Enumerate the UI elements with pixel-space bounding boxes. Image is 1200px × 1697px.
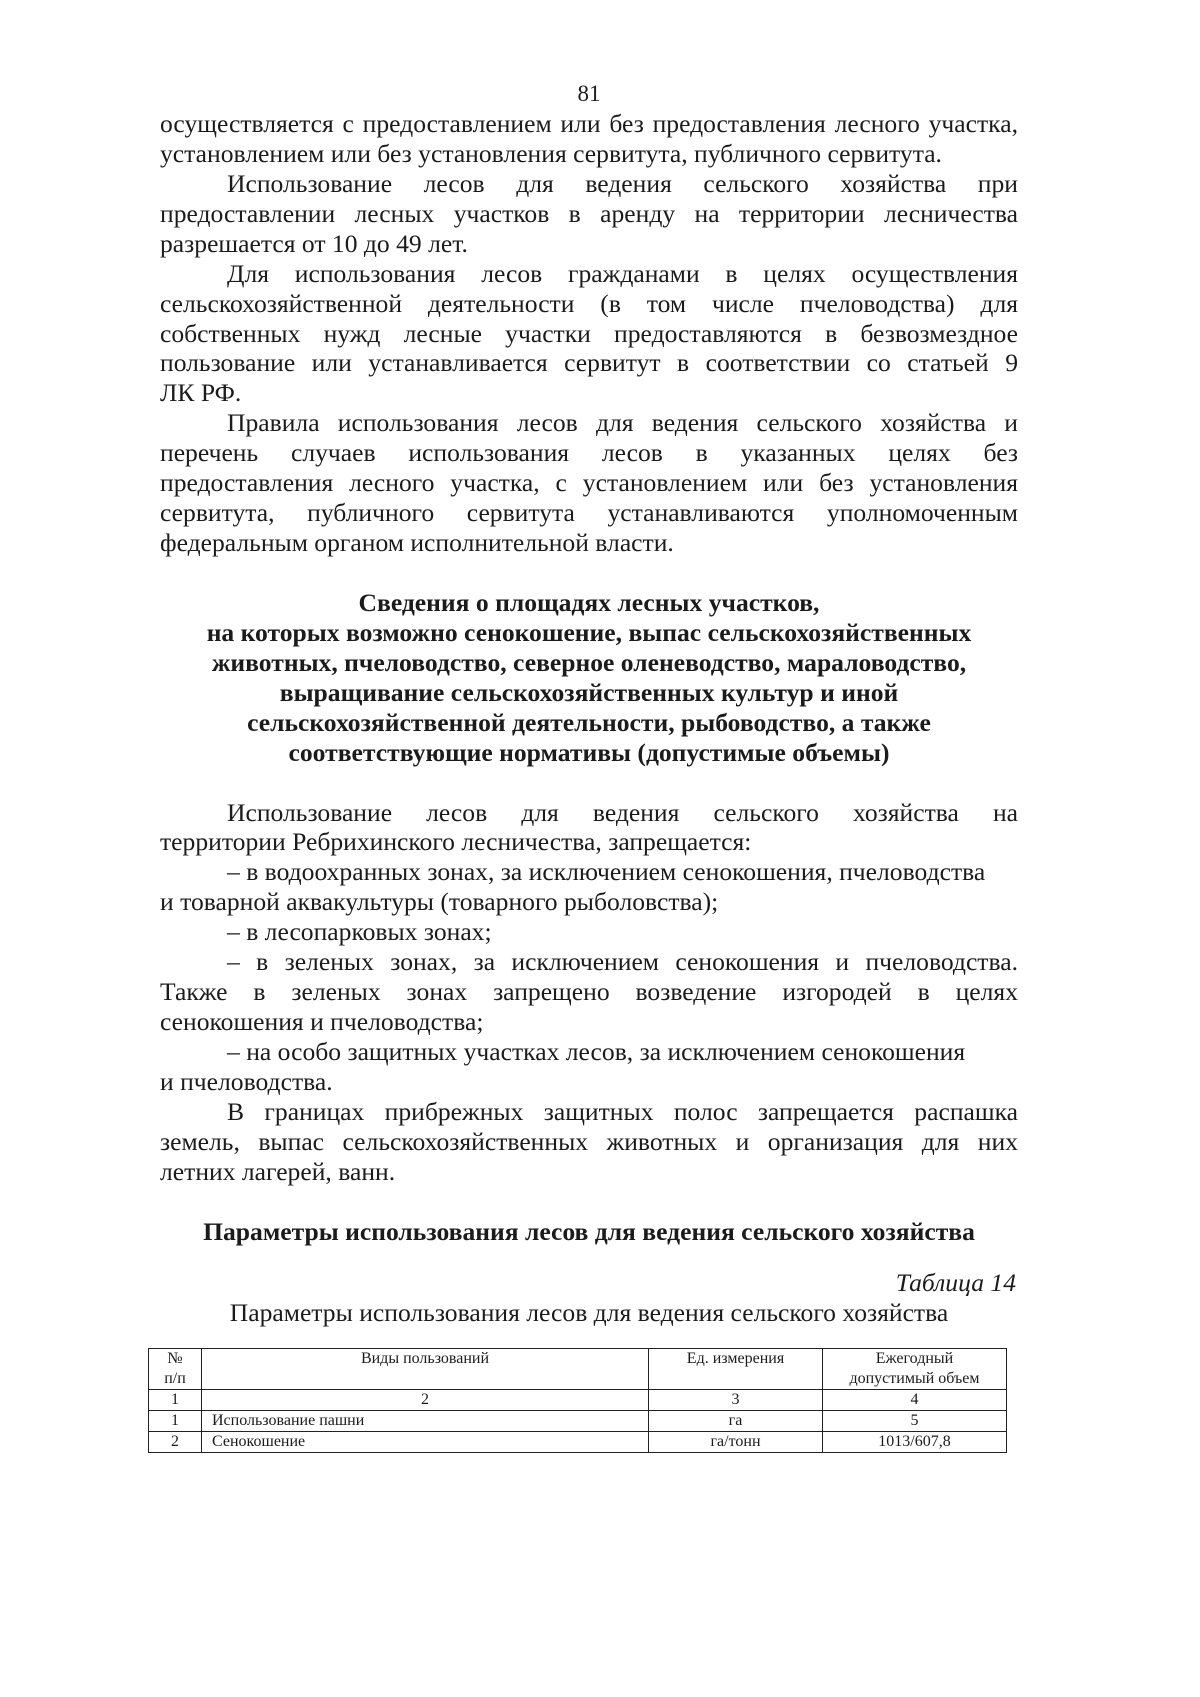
intro-paragraph	[160, 109, 1018, 169]
section-heading-line: Сведения о площадях лесных участков,	[358, 587, 820, 617]
paragraph-line: летних лагерей, ванн.	[160, 1156, 396, 1186]
section-heading	[160, 588, 1018, 768]
row-volume-cell: 1013/607,8	[823, 1432, 1007, 1453]
header-cell-kind	[202, 1349, 649, 1390]
row-unit-cell: га/тонн	[649, 1432, 823, 1453]
rules-paragraph	[160, 408, 1018, 558]
paragraph-line: установлением или без установления сервитута, публичного сервитута.	[160, 138, 942, 168]
paragraph-line: Использование лесов для ведения сельского хозяйства при	[227, 168, 1018, 198]
spacer	[160, 1187, 1018, 1217]
paragraph-line: осуществляется с предоставлением или без предоставления лесного участка,	[160, 108, 1018, 138]
section-heading-line: животных, пчеловодство, северное оленеводство, мараловодство,	[211, 647, 967, 677]
paragraph-line: предоставлении лесных участков в аренду на территории лесничества	[160, 198, 1018, 228]
list-item-line: – в водоохранных зонах, за исключением сенокошения, пчеловодства	[227, 857, 986, 887]
paragraph-line: федеральным органом исполнительной власти.	[160, 528, 674, 558]
row-unit-cell: га	[649, 1411, 823, 1432]
row-num-cell: 1	[149, 1411, 202, 1432]
header-cell-volume	[823, 1349, 1007, 1390]
paragraph-line: сельскохозяйственной деятельности (в том числе пчеловодства) для	[160, 288, 1018, 318]
params-table	[148, 1348, 1007, 1453]
list-item-line: Также в зеленых зонах запрещено возведение изгородей в целях	[160, 977, 1018, 1007]
table-row	[149, 1411, 1007, 1432]
section-heading-line: соответствующие нормативы (допустимые объемы)	[288, 737, 890, 767]
paragraph-line: В границах прибрежных защитных полос запрещается распашка	[227, 1096, 1018, 1126]
paragraph-line: Использование лесов для ведения сельского хозяйства на	[227, 797, 1018, 827]
row-kind-cell: Сенокошение	[202, 1432, 649, 1453]
list-item-line: и товарной аквакультуры (товарного рыболовства);	[160, 887, 719, 917]
table-row	[149, 1432, 1007, 1453]
list-item-line: – в зеленых зонах, за исключением сенокошения и пчеловодства.	[227, 947, 1018, 977]
paragraph-line: земель, выпас сельскохозяйственных животных и организация для них	[160, 1126, 1018, 1156]
header-num-line: п/п	[164, 1370, 186, 1388]
section-heading-line: сельскохозяйственной деятельности, рыбоводство, а также	[247, 707, 931, 737]
column-number-row	[149, 1390, 1007, 1411]
spacer	[160, 768, 1018, 798]
header-volume-line: Ежегодный	[875, 1350, 954, 1368]
column-number-cell: 1	[149, 1390, 202, 1411]
header-volume-line: допустимый объем	[849, 1370, 980, 1388]
header-num-line: №	[167, 1350, 183, 1368]
page-text	[160, 79, 1018, 1453]
table-header-row	[149, 1349, 1007, 1390]
list-item-line: – на особо защитных участках лесов, за исключением сенокошения	[227, 1037, 966, 1066]
paragraph-line: территории Ребрихинского лесничества, запрещается:	[160, 827, 752, 857]
paragraph-line: сервитута, публичного сервитута устанавливаются уполномоченным	[160, 498, 1018, 528]
spacer	[160, 558, 1018, 588]
paragraph-line: ЛК РФ.	[160, 378, 242, 408]
list-item-line: сенокошения и пчеловодства;	[160, 1007, 484, 1037]
paragraph-line: Правила использования лесов для ведения сельского хозяйства и	[227, 408, 1018, 438]
row-volume-cell: 5	[823, 1411, 1007, 1432]
header-cell-unit	[649, 1349, 823, 1390]
row-num-cell: 2	[149, 1432, 202, 1453]
header-cell-num	[149, 1349, 202, 1390]
paragraph-line: предоставления лесного участка, с установлением или без установления	[160, 468, 1018, 498]
column-number-cell: 4	[823, 1390, 1007, 1411]
section-heading-line: выращивание сельскохозяйственных культур и иной	[279, 677, 899, 707]
list-item-line: и пчеловодства.	[160, 1066, 333, 1096]
lease-paragraph	[160, 169, 1018, 259]
paragraph-line: пользование или устанавливается сервитут в соответствии со статьей 9	[160, 348, 1018, 378]
table-caption: Параметры использования лесов для ведения сельского хозяйства	[229, 1297, 949, 1327]
prohibition-paragraph	[160, 798, 1018, 1187]
section-heading-line: на которых возможно сенокошение, выпас сельскохозяйственных	[206, 617, 972, 647]
list-item-line: – в лесопарковых зонах;	[227, 917, 492, 947]
row-kind-cell: Использование пашни	[202, 1411, 649, 1432]
page-number: 81	[577, 81, 601, 106]
header-unit-text: Ед. измерения	[686, 1350, 785, 1368]
paragraph-line: собственных нужд лесные участки предоставляются в безвозмездное	[160, 318, 1018, 348]
column-number-cell: 3	[649, 1390, 823, 1411]
paragraph-line: перечень случаев использования лесов в указанных целях без	[160, 438, 1018, 468]
paragraph-line: Для использования лесов гражданами в целях осуществления	[227, 258, 1018, 288]
params-heading: Параметры использования лесов для ведения сельского хозяйства	[203, 1216, 975, 1246]
table-label: Таблица 14	[895, 1267, 1016, 1297]
header-kind-text: Виды пользований	[360, 1350, 490, 1368]
paragraph-line: разрешается от 10 до 49 лет.	[160, 228, 468, 258]
citizens-paragraph	[160, 259, 1018, 409]
column-number-cell: 2	[202, 1390, 649, 1411]
